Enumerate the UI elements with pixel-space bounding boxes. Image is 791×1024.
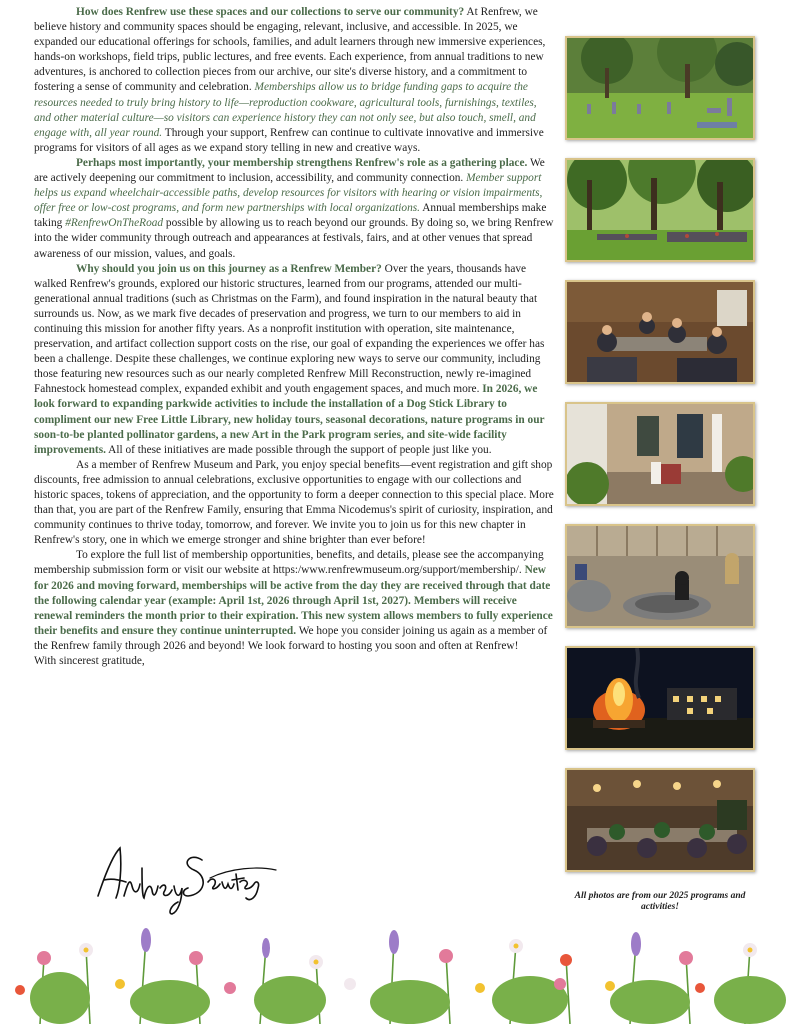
photo-wreath-workshop — [565, 768, 755, 872]
photo-bonfire — [565, 646, 755, 750]
paragraph-emphasis: Memberships allow us to bridge funding gaps to acquire the resources needed to truly bring history to life—reproduction cookware, agricultural tools, furnishings, textiles, and other material culture—so visitors can experience history they can not only see, but also touch, smell, and engage with, all year round. — [34, 81, 537, 139]
paragraph-community — [34, 5, 554, 156]
paragraph-text: We hope you consider joining us again as a member of the Renfrew family through 2026 and beyond! We look forward to hosting you soon and often at Renfrew! — [34, 624, 548, 652]
photo-caption: All photos are from our 2025 programs and activities! — [574, 891, 746, 912]
paragraph-benefits — [34, 458, 554, 549]
signature-image — [90, 838, 280, 918]
paragraph-text: As a member of Renfrew Museum and Park, you enjoy special benefits—event registration and gift shop discounts, free admission to annual celebrations, exclusive opportunities to engage with our collections and historic spaces, tokens of appreciation, and the opportunity to form a deeper connection to this special place. More than that, you are part of the Renfrew Family, ensuring that Emma Nicodemus's spirit of curiosity, inspiration, and community continues to thrive today, tomorrow, and forever. We invite you to join us for this new chapter in Renfrew's story, one in which we emerge stronger and shine brighter than ever before! — [34, 458, 554, 547]
paragraph-bold: In 2026, we look forward to expanding parkwide activities to include the installation of a Dog Stick Library to compliment our new Free Little Library, new holiday tours, seasonal decorations, nature programs in our soon-to-be planted pollinator gardens, a new Art in the Park program series, and site-wide facility improvements. — [34, 383, 545, 456]
paragraph-join-journey — [34, 262, 554, 458]
paragraph-text: Through your support, Renfrew can continue to cultivate innovative and immersive programs for visitors of all ages as we expand story telling in new and creative ways. — [34, 126, 544, 154]
photo-column — [565, 36, 755, 890]
paragraph-heading: Why should you join us on this journey as a Renfrew Member? — [76, 262, 382, 275]
closing-line: With sincerest gratitude, — [34, 655, 145, 668]
photo-workshop — [565, 280, 755, 384]
paragraph-heading: Perhaps most importantly, your membership strengthens Renfrew's role as a gathering place. — [76, 156, 528, 169]
letter-body — [34, 5, 554, 669]
paragraph-membership-details — [34, 548, 554, 654]
paragraph-emphasis: Member support helps us expand wheelchair-accessible paths, develop resources for visitors with hearing or vision impairments, offer free or low-cost programs, and form new partnerships with local organizations. — [34, 172, 543, 215]
paragraph-text: All of these initiatives are made possible through the support of people just like you. — [105, 443, 492, 456]
paragraph-text: At Renfrew, we believe history and community spaces should be engaging, relevant, inclusive, and accessible. In 2025, we expanded our educational offerings for schools, families, and adult learners through new immersive experiences, hands-on workshops, field trips, public lectures, and free events. Each experience, from annual traditions to new adventures, is anchored to collection pieces from our archive, our site's diverse history, and a commitment to fostering a sense of community and celebration. — [34, 6, 546, 94]
paragraph-text: Annual memberships make taking — [34, 202, 547, 230]
photo-crowd — [565, 158, 755, 262]
paragraph-gathering-place — [34, 156, 554, 262]
photo-porch — [565, 402, 755, 506]
paragraph-text: possible by allowing us to reach beyond our grounds. By doing so, we bring Renfrew into the wider community through outreach and appearances at festivals, fairs, and at other venues that spread awareness of our mission, values, and goals. — [34, 217, 554, 260]
paragraph-heading: How does Renfrew use these spaces and our collections to serve our community? — [76, 6, 465, 18]
flower-border-image — [0, 918, 791, 1024]
hashtag: #RenfrewOnTheRoad — [65, 217, 164, 230]
paragraph-text: We are actively deepening our commitment to inclusion, accessibility, and community connection. — [34, 156, 545, 185]
paragraph-text: Over the years, thousands have walked Renfrew's grounds, explored our historic structures, learned from our programs, attended our multi-generational annual traditions (such as Christmas on the Farm), and found inspiration in the natural beauty that surrounds us. Now, as we mark five decades of preservation and progress, we turn to our members to aid in continuing this mission for another fifty years. As a nonprofit institution with operation, site maintenance, preservation, and artifact collection support costs on the rise, our goal of expanding the experiences we offer has been a challenge. Despite these challenges, we continue exploring new ways to serve our community, including those featuring new resources such as our nearly completed Renfrew Mill Reconstruction, newly re-imagined Fahnestock homestead complex, expanded exhibit and youth engagement spaces, and much more. — [34, 262, 545, 396]
paragraph-text: To explore the full list of membership opportunities, benefits, and details, please see the accompanying membership submission form or visit our website at https:/www.renfrewmuseum.org/support/membership/. — [34, 549, 544, 577]
paragraph-bold: New for 2026 and moving forward, memberships will be active from the day they are received through that date the following calendar year (example: April 1st, 2026 through April 1st, 2027). Members will receive renewal reminders the month prior to their expiration. This new system allows members to fully experience their benefits and ensure they continue uninterrupted. — [34, 564, 553, 637]
photo-yoga — [565, 36, 755, 140]
photo-dogs — [565, 524, 755, 628]
